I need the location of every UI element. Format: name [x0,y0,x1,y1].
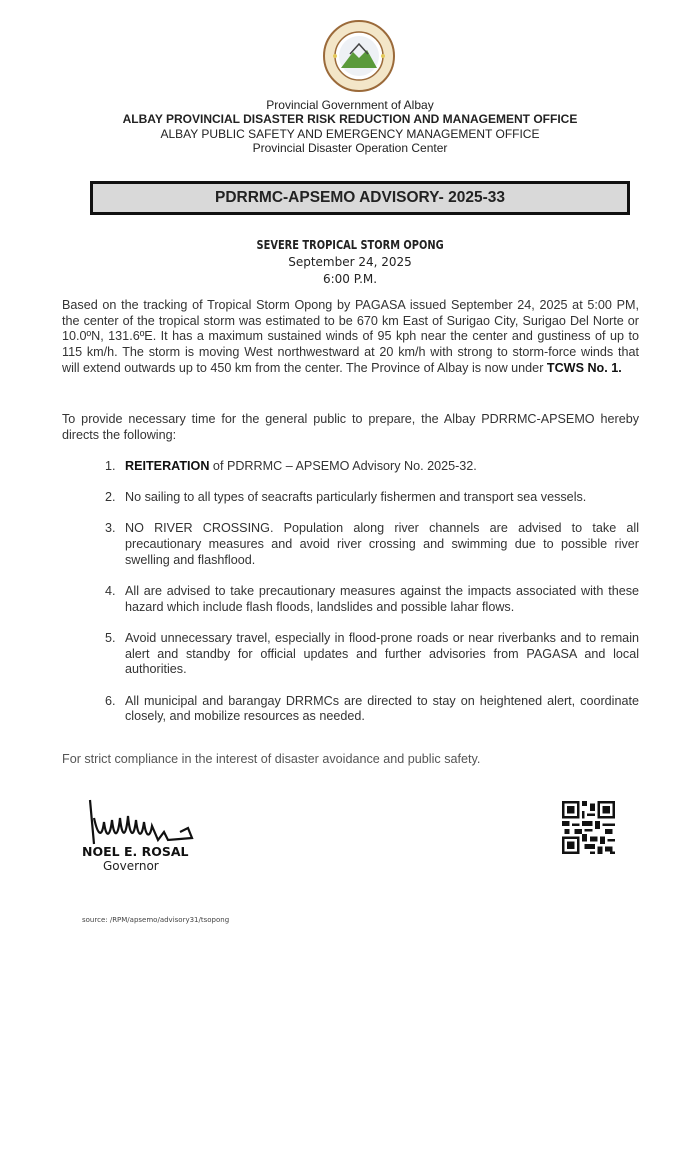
item-text: Avoid unnecessary travel, especially in flood-prone roads or near riverbanks and to remain alert and standby for official updates and further advisories from PAGASA and local authorities. [125,630,639,677]
advisory-title: PDRRMC-APSEMO ADVISORY- 2025-33 [90,181,630,215]
list-item [105,694,639,725]
source-path: source: /RPM/apsemo/advisory31/tsopong [82,916,230,924]
item-number: 1. [105,459,116,473]
compliance-note: For strict compliance in the interest of disaster avoidance and public safety. [62,752,481,766]
item-number: 5. [105,630,116,645]
advisory-date: September 24, 2025 [288,255,412,269]
storm-details-text: Based on the tracking of Tropical Storm Opong by PAGASA issued September 24, 2025 at 5:00 PM, the center of the tropical storm was estimated to be 670 km East of Surigao City, Surigao Del Norte or 10.0ºN, 131.6ºE. It has a maximum sustained winds of 95 kph near the center and gustiness of up to 115 km/h. The storm is moving West northwestward at 20 km/h with strong to storm-force winds that will extend outwards up to 450 km from the center. The Province of Albay is now under [62,298,639,375]
header-line-apsemo: ALBAY PUBLIC SAFETY AND EMERGENCY MANAGEMENT OFFICE [160,126,540,141]
item-text: All municipal and barangay DRRMCs are directed to stay on heightened alert, coordinate closely, and mobilize resources as needed. [125,693,639,724]
header-line-pdoc: Provincial Disaster Operation Center [252,140,448,155]
directive-intro: To provide necessary time for the general public to prepare, the Albay PDRRMC-APSEMO hereby directs the following: [62,412,639,442]
item-bold: REITERATION [125,459,210,473]
qr-code [562,800,615,855]
item-text: No sailing to all types of seacrafts particularly fishermen and transport sea vessels. [125,490,587,505]
item-number: 6. [105,693,116,708]
list-item [105,459,639,475]
storm-details-paragraph [62,298,639,377]
list-item [105,631,639,678]
item-body: of PDRRMC – APSEMO Advisory No. 2025-32. [209,459,477,473]
item-text: NO RIVER CROSSING. Population along river channels are advised to take all precautionary measures and avoid river crossing and swimming due to possible river swelling and flashflood. [125,521,639,567]
province-seal-logo [323,20,395,92]
header-line-pdrrmo: ALBAY PROVINCIAL DISASTER RISK REDUCTION AND MANAGEMENT OFFICE [122,112,578,127]
item-text: All are advised to take precautionary measures against the impacts associated with these hazard which include flash floods, landslides and possible lahar flows. [125,584,639,614]
item-text [125,459,639,475]
letterhead [0,98,700,155]
signature [84,798,196,848]
header-line-government: Provincial Government of Albay [266,98,434,112]
storm-title: SEVERE TROPICAL STORM OPONG [256,238,444,252]
signal-level: TCWS No. 1. [546,360,622,375]
item-number: 2. [105,490,116,505]
list-item [105,584,639,615]
item-number: 4. [105,584,116,599]
advisory-time: 6:00 P.M. [322,272,378,286]
list-item [105,490,639,506]
item-number: 3. [105,521,116,536]
directives-list [105,459,639,740]
list-item [105,521,639,568]
subject-block [0,237,700,288]
signatory-title: Governor [103,859,159,873]
signatory-name: NOEL E. ROSAL [82,844,189,859]
